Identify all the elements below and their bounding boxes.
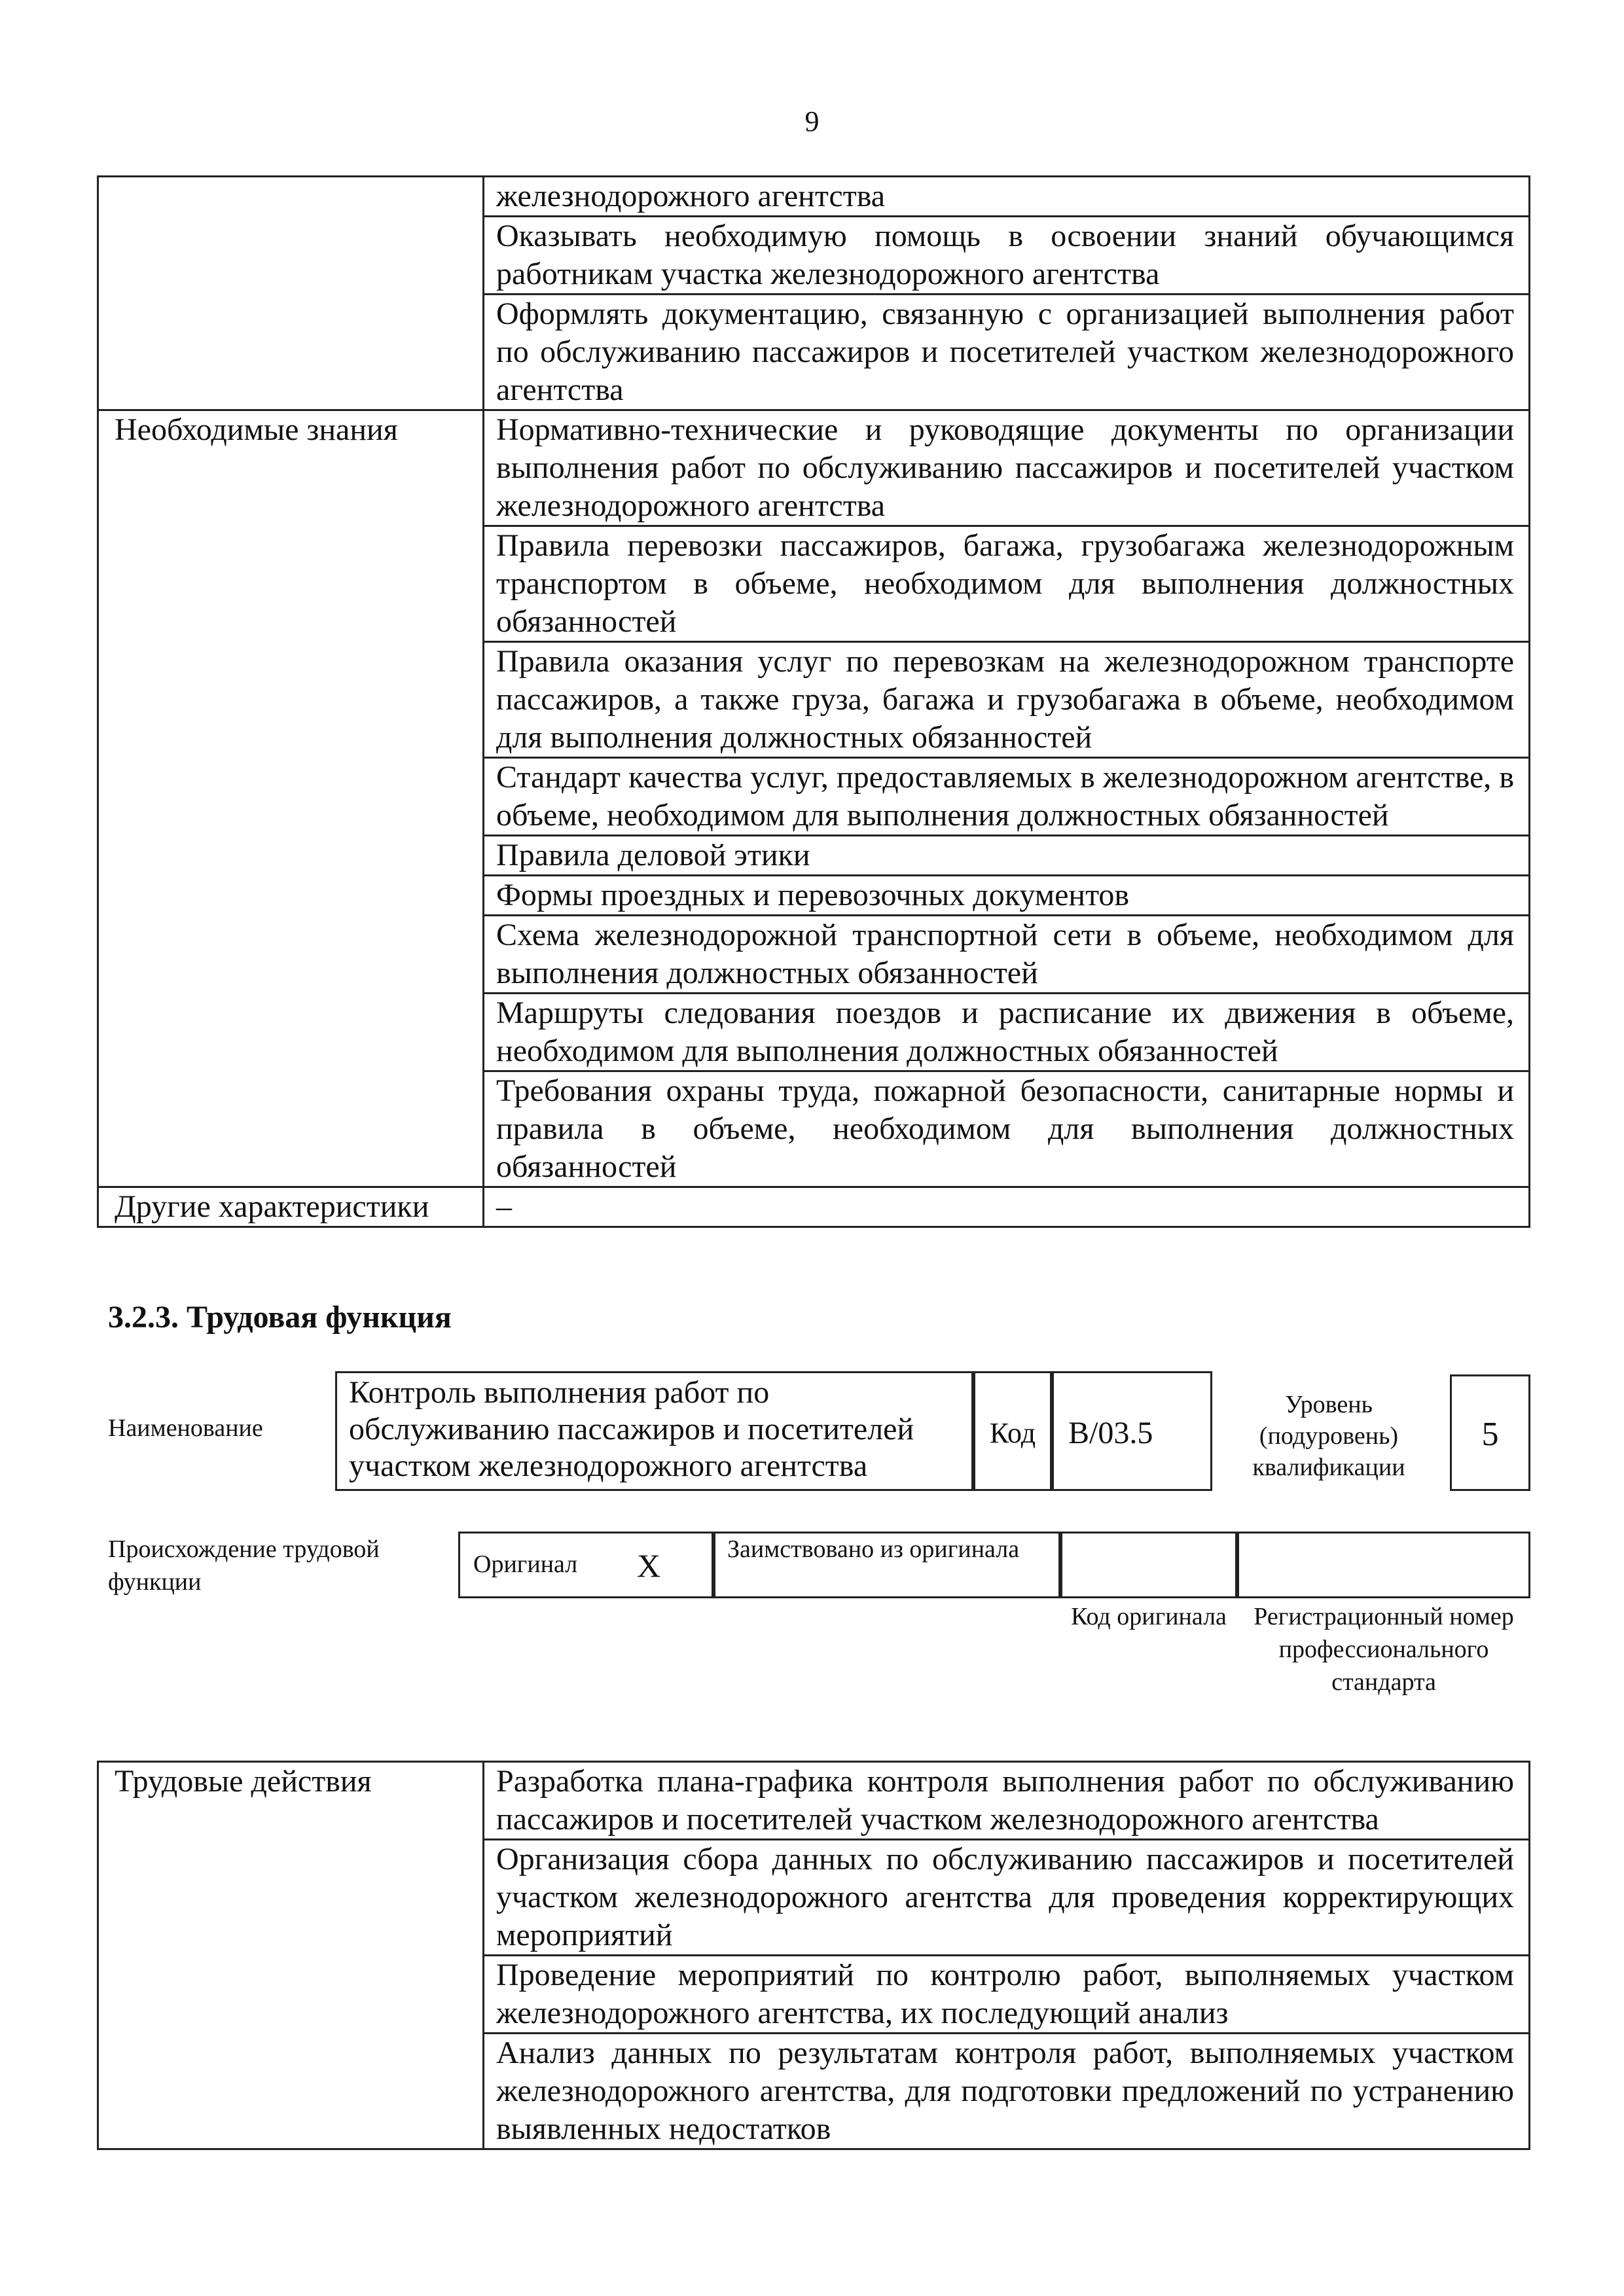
row-text: – — [484, 1187, 1530, 1227]
table-row — [98, 410, 1530, 526]
row-text: Требования охраны труда, пожарной безопасности, санитарные нормы и правила в объеме, необходимом для выполнения должностных обязанностей — [484, 1071, 1530, 1187]
function-name: Контроль выполнения работ по обслуживанию пассажиров и посетителей участком железнодорожного агентства — [335, 1371, 973, 1491]
row-text: Анализ данных по результатам контроля работ, выполняемых участком железнодорожного агентства, для подготовки предложений по устранению выявленных недостатков — [484, 2034, 1530, 2149]
row-label: Другие характеристики — [98, 1187, 484, 1227]
name-label: Наименование — [108, 1414, 263, 1442]
row-text: Правила перевозки пассажиров, багажа, грузобагажа железнодорожным транспортом в объеме, необходимом для выполнения должностных обязанностей — [484, 526, 1530, 642]
level-value: 5 — [1450, 1374, 1530, 1491]
row-text: Проведение мероприятий по контролю работ, выполняемых участком железнодорожного агентства, их последующий анализ — [484, 1956, 1530, 2034]
row-text: Стандарт качества услуг, предоставляемых в железнодорожном агентстве, в объеме, необходимом для выполнения должностных обязанностей — [484, 758, 1530, 836]
reg-number-cell — [1237, 1532, 1530, 1598]
row-label: Трудовые действия — [98, 1762, 484, 2149]
row-label — [98, 177, 484, 410]
row-text: Правила деловой этики — [484, 836, 1530, 876]
level-label: Уровень (подуровень) квалификации — [1252, 1391, 1405, 1481]
row-text: Правила оказания услуг по перевозкам на железнодорожном транспорте пассажиров, а также груза, багажа и грузобагажа в объеме, необходимом для выполнения должностных обязанностей — [484, 642, 1530, 758]
row-text: Нормативно-технические и руководящие документы по организации выполнения работ по обслуживанию пассажиров и посетителей участком железнодорожного агентства — [484, 410, 1530, 526]
code-value: В/03.5 — [1052, 1371, 1212, 1491]
origin-code-cell — [1060, 1532, 1237, 1598]
row-text: Разработка плана-графика контроля выполнения работ по обслуживанию пассажиров и посетителей участком железнодорожного агентства — [484, 1762, 1530, 1840]
table-row — [98, 1762, 1530, 1840]
row-label: Необходимые знания — [98, 410, 484, 1187]
reg-caption: Регистрационный номер профессионального стандарта — [1254, 1603, 1514, 1696]
code-label: Код — [973, 1371, 1052, 1491]
row-text: Маршруты следования поездов и расписание их движения в объеме, необходимом для выполнения должностных обязанностей — [484, 994, 1530, 1071]
original-cell — [458, 1532, 713, 1598]
table-row — [98, 1187, 1530, 1227]
row-text: Оказывать необходимую помощь в освоении знаний обучающимся работникам участка железнодорожного агентства — [484, 217, 1530, 295]
original-mark: X — [637, 1547, 661, 1584]
original-label: Оригинал — [473, 1551, 578, 1578]
row-text: Организация сбора данных по обслуживанию пассажиров и посетителей участком железнодорожного агентства для проведения корректирующих мероприятий — [484, 1840, 1530, 1956]
row-text: железнодорожного агентства — [484, 177, 1530, 217]
origin-label: Происхождение трудовой функции — [108, 1535, 380, 1596]
table-row — [98, 177, 1530, 217]
row-text: Оформлять документацию, связанную с организацией выполнения работ по обслуживанию пассажиров и посетителей участком железнодорожного агентства — [484, 295, 1530, 410]
borrowed-label: Заимствовано из оригинала — [713, 1532, 1060, 1598]
knowledge-table — [97, 175, 1530, 1228]
row-text: Схема железнодорожной транспортной сети в объеме, необходимом для выполнения должностных обязанностей — [484, 916, 1530, 994]
row-text: Формы проездных и перевозочных документов — [484, 876, 1530, 916]
actions-table — [97, 1761, 1530, 2150]
code-caption: Код оригинала — [1071, 1603, 1227, 1630]
section-title: 3.2.3. Трудовая функция — [108, 1300, 452, 1335]
page-number: 9 — [804, 105, 820, 137]
